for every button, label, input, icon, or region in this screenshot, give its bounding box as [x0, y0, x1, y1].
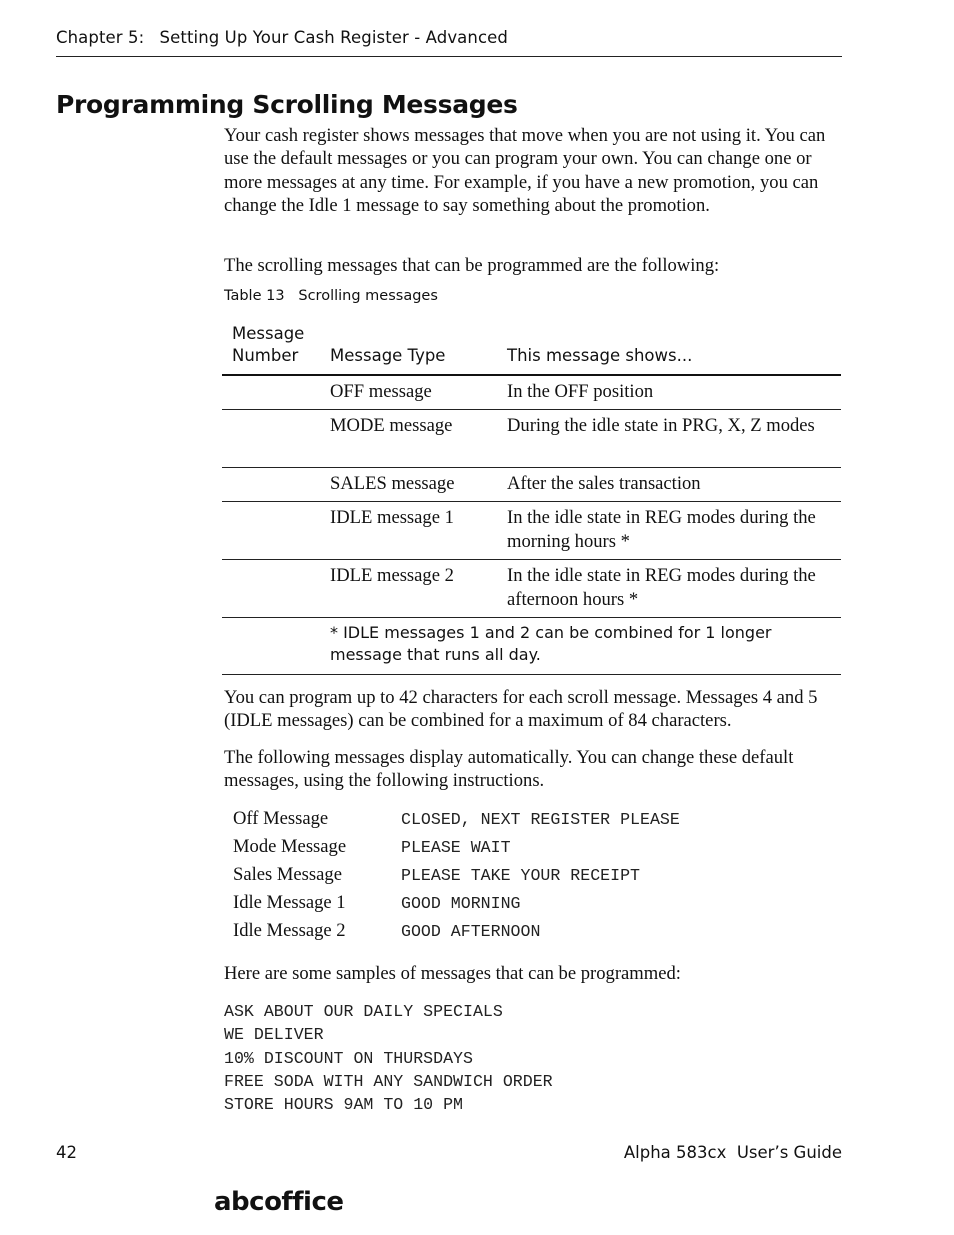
table-row	[222, 376, 841, 410]
table-note-row	[222, 618, 841, 675]
list-item	[233, 890, 833, 918]
table-row	[222, 502, 841, 560]
sample-message: 10% DISCOUNT ON THURSDAYS	[224, 1048, 473, 1068]
header-message-number: Message Number	[232, 324, 305, 365]
table-row	[222, 468, 841, 502]
page-number: 42	[56, 1143, 77, 1162]
default-message-label: Idle Message 2	[233, 920, 346, 941]
table-footnote: * IDLE messages 1 and 2 can be combined for 1 longer message that runs all day.	[330, 623, 772, 664]
row-message-shows: During the idle state in PRG, X, Z modes	[507, 415, 815, 436]
sample-message: FREE SODA WITH ANY SANDWICH ORDER	[224, 1071, 553, 1091]
intro-paragraph: Your cash register shows messages that move when you are not using it. You can use the default messages or you can program your own. You can change one or more messages at any time. For example, if you have a new promotion, you can change the Idle 1 message to say something about the promotion.	[224, 125, 826, 216]
row-message-type: MODE message	[330, 415, 453, 436]
row-message-shows: In the OFF position	[507, 381, 654, 402]
sample-message: ASK ABOUT OUR DAILY SPECIALS	[224, 1002, 503, 1021]
chapter-number: Chapter 5:	[56, 28, 145, 47]
table-row	[222, 560, 841, 618]
running-header	[56, 28, 842, 57]
chapter-title: Setting Up Your Cash Register - Advanced	[159, 28, 508, 47]
scrolling-messages-table	[222, 322, 841, 675]
default-message-label: Off Message	[233, 808, 329, 829]
guide-title: Alpha 583cx User’s Guide	[623, 1143, 842, 1162]
sample-message: STORE HOURS 9AM TO 10 PM	[224, 1095, 463, 1115]
default-message-value: PLEASE TAKE YOUR RECEIPT	[401, 866, 640, 885]
row-message-type: IDLE message 2	[330, 565, 454, 586]
header-message-type: Message Type	[330, 346, 446, 365]
default-message-value: GOOD AFTERNOON	[401, 922, 541, 941]
sample-message: WE DELIVER	[224, 1025, 324, 1045]
default-messages-list	[233, 806, 833, 946]
brand-logo: abcoffice	[214, 1187, 344, 1217]
samples-paragraph: Here are some samples of messages that can be programmed:	[224, 963, 681, 984]
list-item	[233, 806, 833, 834]
row-message-type: OFF message	[330, 381, 432, 402]
character-limit-paragraph: You can program up to 42 characters for each scroll message. Messages 4 and 5 (IDLE messages) can be combined for a maximum of 84 characters.	[224, 687, 818, 732]
row-message-shows: In the idle state in REG modes during the afternoon hours *	[507, 565, 816, 610]
default-message-value: GOOD MORNING	[401, 894, 521, 913]
default-message-label: Sales Message	[233, 864, 342, 885]
list-item	[233, 918, 833, 946]
default-messages-paragraph: The following messages display automatically. You can change these default messages, using the following instructions.	[224, 747, 794, 792]
sample-messages-list	[224, 1000, 553, 1116]
row-message-shows: In the idle state in REG modes during the morning hours *	[507, 507, 816, 552]
table-row	[222, 410, 841, 468]
table-header-row	[222, 322, 841, 376]
row-message-type: IDLE message 1	[330, 507, 454, 528]
default-message-value: PLEASE WAIT	[401, 838, 511, 857]
page-title: Programming Scrolling Messages	[56, 90, 518, 119]
list-item	[233, 834, 833, 862]
list-item	[233, 862, 833, 890]
default-message-value: CLOSED, NEXT REGISTER PLEASE	[401, 810, 680, 829]
table-lead-paragraph: The scrolling messages that can be programmed are the following:	[224, 255, 720, 276]
default-message-label: Idle Message 1	[233, 892, 346, 913]
table-caption: Table 13 Scrolling messages	[224, 288, 438, 304]
row-message-shows: After the sales transaction	[507, 473, 701, 494]
default-message-label: Mode Message	[233, 836, 347, 857]
header-message-shows: This message shows...	[507, 346, 693, 365]
row-message-type: SALES message	[330, 473, 455, 494]
